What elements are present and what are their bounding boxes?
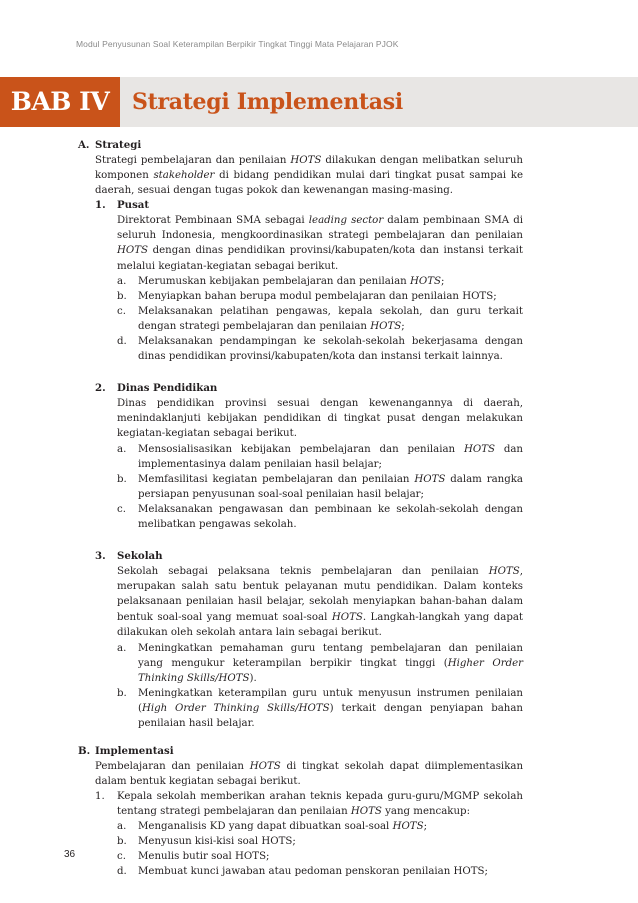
section-a-title: Strategi bbox=[95, 139, 142, 151]
sub-2-text: Dinas pendidikan provinsi sesuai dengan kewenangannya di daerah, menindaklanjuti kebijakan pendidikan di tingkat pusat dengan melakukan kegiatan-kegiatan sebagai berikut. bbox=[117, 398, 523, 440]
section-b-intro: Pembelajaran dan penilaian HOTS di tingkat sekolah dapat diimplementasikan dalam bentuk kegiatan sebagai berikut. bbox=[95, 761, 523, 788]
sub-1-item-c-label: c. bbox=[117, 306, 126, 317]
chapter-number: BAB IV bbox=[0, 77, 120, 127]
page-number: 36 bbox=[64, 849, 76, 860]
section-b-item-a-text: Menganalisis KD yang dapat dibuatkan soal-soal HOTS; bbox=[138, 821, 428, 832]
sub-2-item-b-label: b. bbox=[117, 474, 127, 485]
section-b-title: Implementasi bbox=[95, 745, 174, 757]
sub-1-item-c-text: Melaksanakan pelatihan pengawas, kepala sekolah, dan guru terkait dengan strategi pembelajaran dan penilaian HOTS; bbox=[138, 306, 523, 333]
sub-1-number: 1. bbox=[95, 199, 106, 211]
sub-1-item-b-label: b. bbox=[117, 291, 127, 302]
section-b-item-d-text: Membuat kunci jawaban atau pedoman penskoran penilaian HOTS; bbox=[138, 866, 488, 877]
chapter-banner bbox=[0, 77, 638, 127]
section-b-point-1-text: Kepala sekolah memberikan arahan teknis kepada guru-guru/MGMP sekolah tentang strategi pembelajaran dan penilaian HOTS yang mencakup: bbox=[117, 791, 523, 818]
section-b-item-d-label: d. bbox=[117, 866, 127, 877]
section-b-item-b-text: Menyusun kisi-kisi soal HOTS; bbox=[138, 836, 296, 847]
chapter-title: Strategi Implementasi bbox=[132, 89, 403, 115]
sub-1-item-a-label: a. bbox=[117, 276, 127, 287]
section-a-intro: Strategi pembelajaran dan penilaian HOTS dilakukan dengan melibatkan seluruh komponen stakeholder di bidang pendidikan mulai dari tingkat pusat sampai ke daerah, sesuai dengan tugas pokok dan kewenangan masing-masing. bbox=[95, 155, 523, 197]
sub-1-item-d-label: d. bbox=[117, 336, 127, 347]
sub-1-text: Direktorat Pembinaan SMA sebagai leading sector dalam pembinaan SMA di seluruh Indonesia, mengkoordinasikan strategi pembelajaran dan penilaian HOTS dengan dinas pendidikan provinsi/kabupaten/kota dan instansi terkait melalui kegiatan-kegiatan sebagai berikut. bbox=[117, 215, 523, 272]
section-b-item-c-label: c. bbox=[117, 851, 126, 862]
sub-2-item-c-label: c. bbox=[117, 504, 126, 515]
section-b-point-1-number: 1. bbox=[95, 791, 105, 802]
sub-3-title: Sekolah bbox=[117, 550, 163, 562]
sub-2-number: 2. bbox=[95, 382, 106, 394]
sub-1-item-d-text: Melaksanakan pendampingan ke sekolah-sekolah bekerjasama dengan dinas pendidikan provinsi/kabupaten/kota dan instansi terkait lainnya. bbox=[138, 336, 523, 363]
sub-2-item-b-text: Memfasilitasi kegiatan pembelajaran dan penilaian HOTS dalam rangka persiapan penyusunan soal-soal penilaian hasil belajar; bbox=[138, 474, 523, 501]
sub-2-item-c-text: Melaksanakan pengawasan dan pembinaan ke sekolah-sekolah dengan melibatkan pengawas sekolah. bbox=[138, 504, 523, 531]
sub-3-text: Sekolah sebagai pelaksana teknis pembelajaran dan penilaian HOTS, merupakan salah satu bentuk pelayanan mutu pendidikan. Dalam konteks pelaksanaan penilaian hasil belajar, sekolah menyiapkan bahan-bahan dalam bentuk soal-soal yang memuat soal-soal HOTS. Langkah-langkah yang dapat dilakukan oleh sekolah antara lain sebagai berikut. bbox=[117, 566, 524, 638]
section-b-item-b-label: b. bbox=[117, 836, 127, 847]
sub-3-item-b-text: Meningkatkan keterampilan guru untuk menyusun instrumen penilaian (High Order Thinking Skills/HOTS) terkait dengan penyiapan bahan penilaian hasil belajar. bbox=[138, 688, 523, 730]
sub-3-item-a-text: Meningkatkan pemahaman guru tentang pembelajaran dan penilaian yang mengukur keterampilan berpikir tingkat tinggi (Higher Order Thinking Skills/HOTS). bbox=[138, 643, 523, 685]
sub-1-item-a-text: Merumuskan kebijakan pembelajaran dan penilaian HOTS; bbox=[138, 276, 445, 287]
sub-2-item-a-label: a. bbox=[117, 444, 127, 455]
sub-3-item-a-label: a. bbox=[117, 643, 127, 654]
sub-2-title: Dinas Pendidikan bbox=[117, 382, 218, 394]
sub-3-item-b-label: b. bbox=[117, 688, 127, 699]
running-header: Modul Penyusunan Soal Keterampilan Berpikir Tingkat Tinggi Mata Pelajaran PJOK bbox=[76, 39, 399, 49]
sub-1-item-b-text: Menyiapkan bahan berupa modul pembelajaran dan penilaian HOTS; bbox=[138, 291, 497, 302]
section-b-label: B. bbox=[78, 745, 91, 757]
section-b-item-c-text: Menulis butir soal HOTS; bbox=[138, 851, 270, 862]
sub-1-title: Pusat bbox=[117, 199, 150, 211]
section-a-label: A. bbox=[78, 139, 90, 151]
section-b-item-a-label: a. bbox=[117, 821, 127, 832]
sub-3-number: 3. bbox=[95, 550, 106, 562]
sub-2-item-a-text: Mensosialisasikan kebijakan pembelajaran dan penilaian HOTS dan implementasinya dalam penilaian hasil belajar; bbox=[138, 444, 523, 471]
